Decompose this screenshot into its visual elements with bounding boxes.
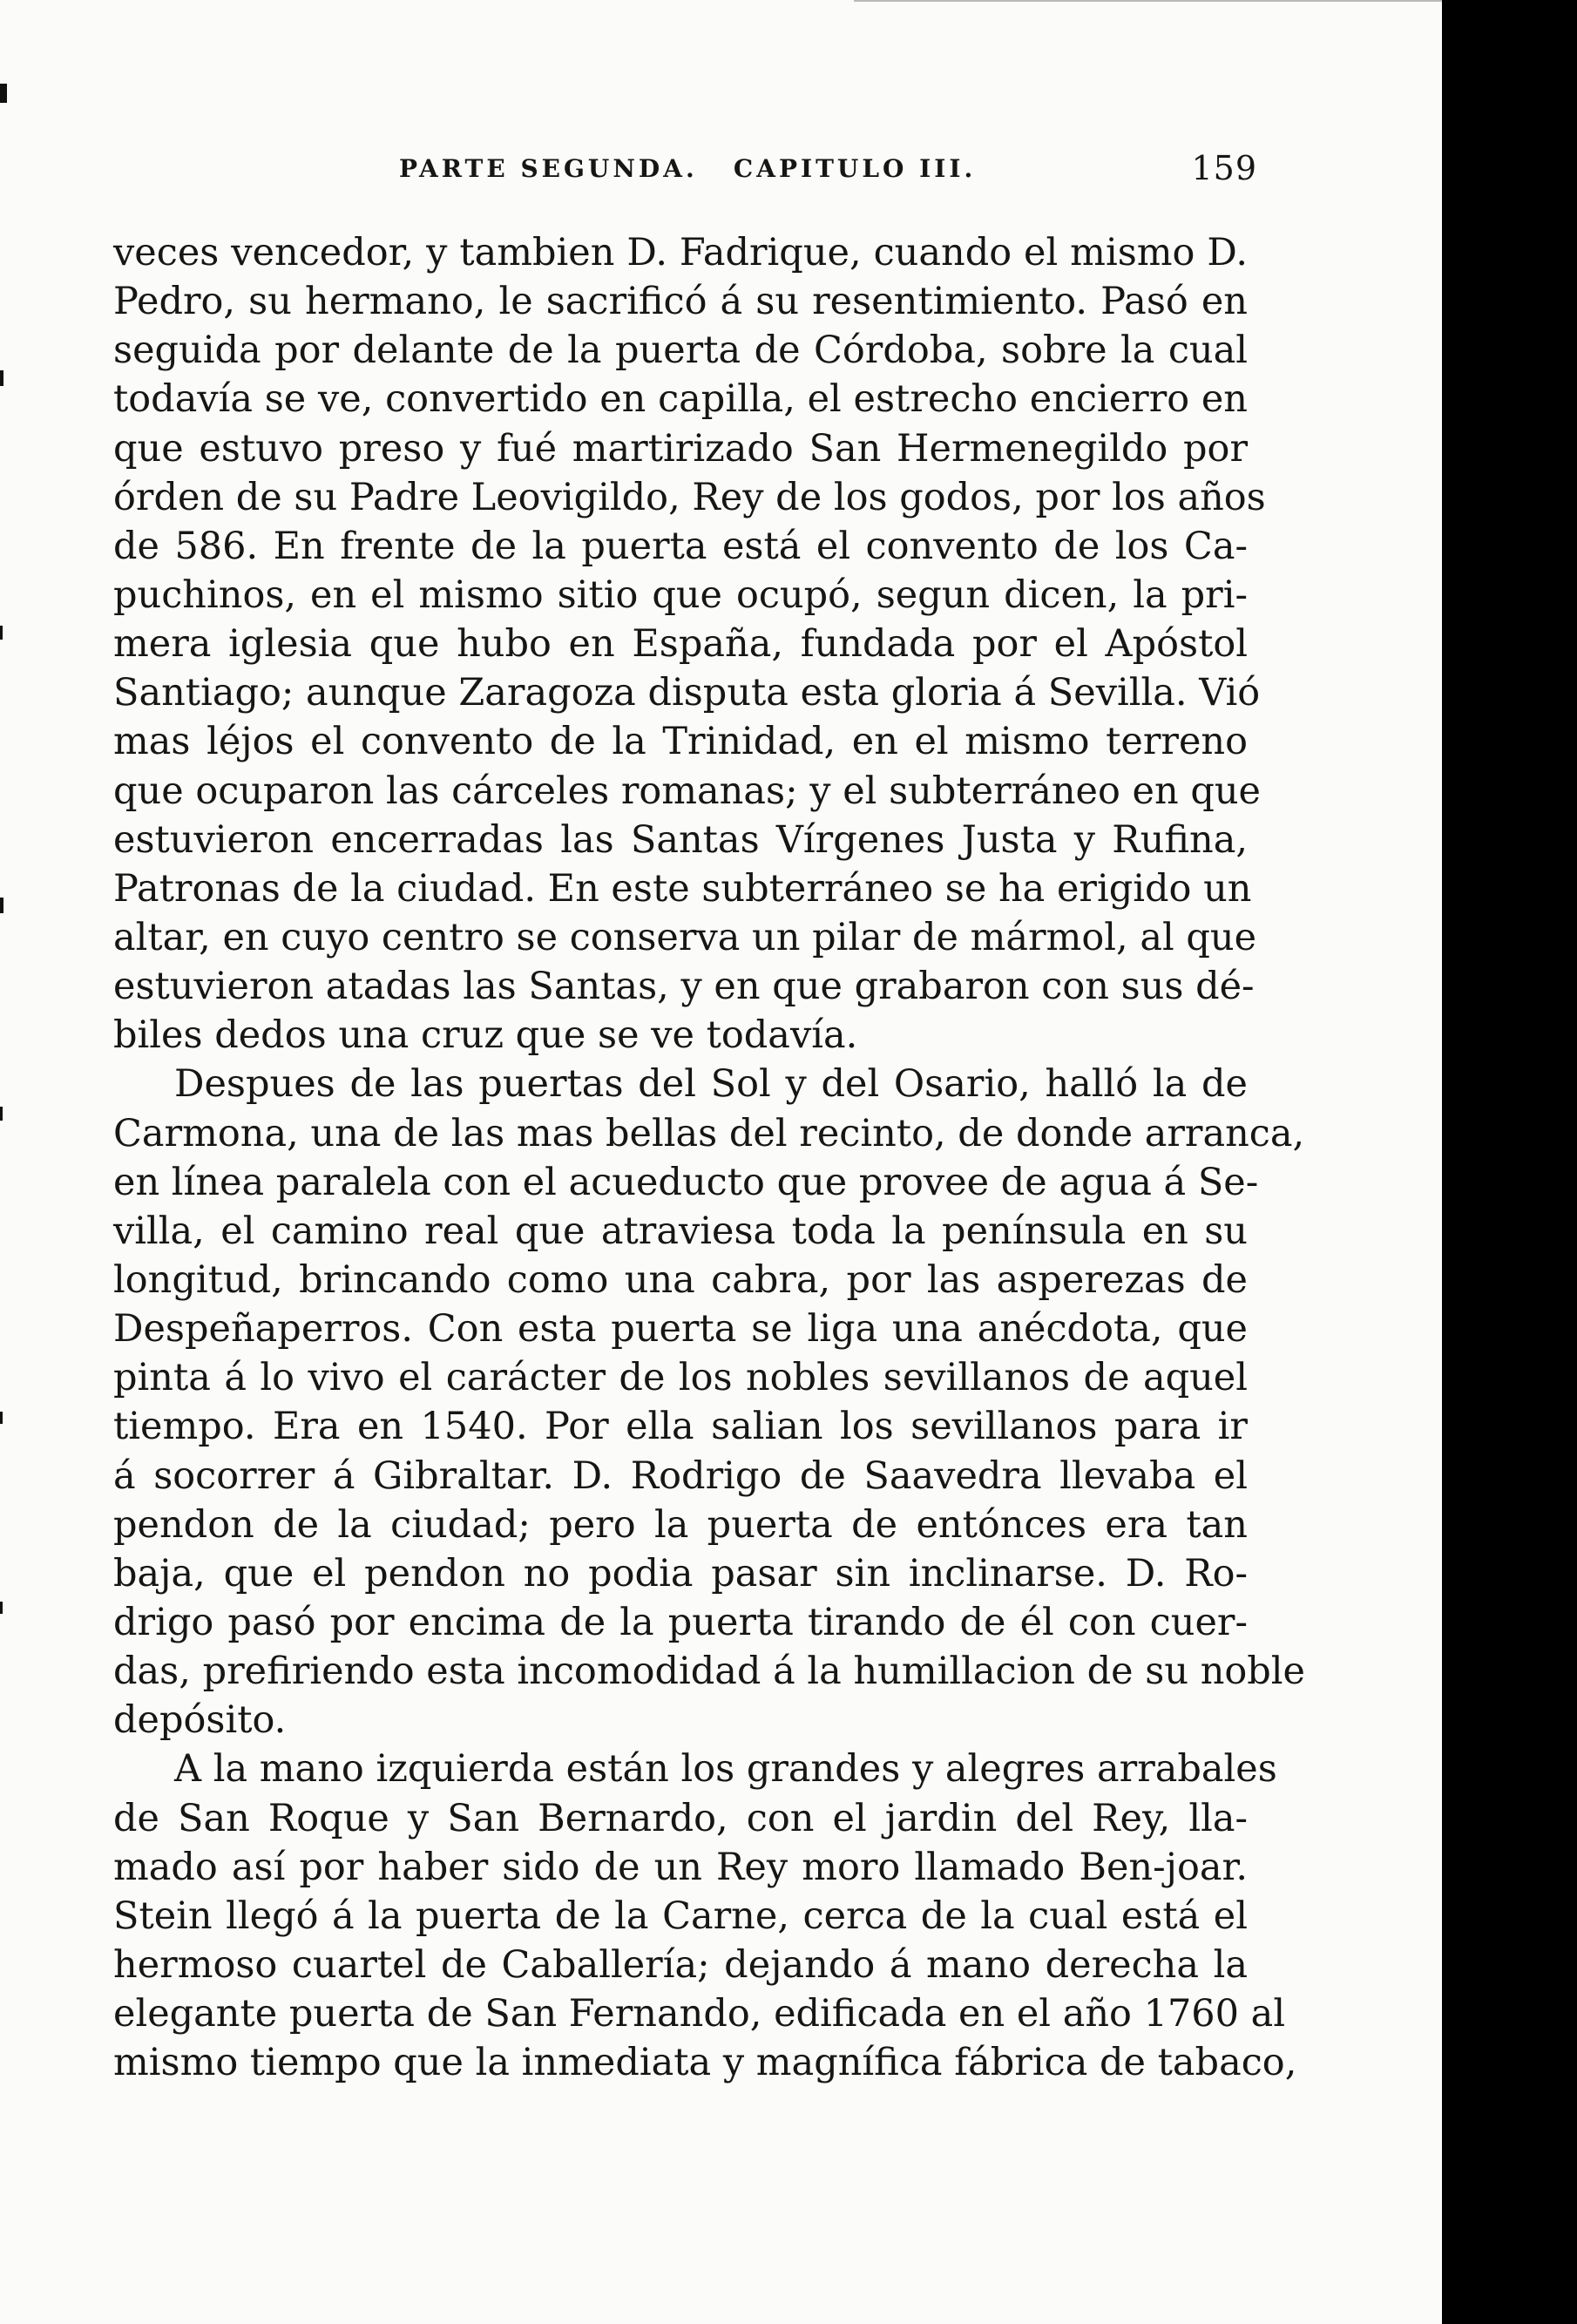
text-line: biles dedos una cruz que se ve todavía. [113,1013,858,1058]
edge-mark [0,370,3,386]
text-line: altar, en cuyo centro se conserva un pilar de mármol, al que [113,915,1257,959]
text-line: Despeñaperros. Con esta puerta se liga una anécdota, que [113,1307,1248,1352]
text-line: A la mano izquierda están los grandes y alegres arrabales [174,1747,1277,1792]
text-line: á socorrer á Gibraltar. D. Rodrigo de Saavedra llevaba el [113,1453,1248,1498]
text-line: longitud, brincando como una cabra, por las asperezas de [113,1257,1248,1302]
edge-mark [0,1107,3,1121]
running-head [399,149,1257,187]
edge-mark [0,1412,3,1424]
text-line: pinta á lo vivo el carácter de los nobles sevillanos de aquel [113,1356,1248,1400]
text-line: estuvieron encerradas las Santas Vírgenes Justa y Rufina, [113,817,1248,862]
text-line: villa, el camino real que atraviesa toda la península en su [113,1209,1248,1253]
text-line: tiempo. Era en 1540. Por ella salian los sevillanos para ir [113,1405,1248,1449]
text-line: baja, que el pendon no podia pasar sin inclinarse. D. Ro- [113,1551,1248,1596]
scan-margin-band [1442,0,1577,2324]
text-line: todavía se ve, convertido en capilla, el estrecho encierro en [113,377,1248,422]
text-line: Carmona, una de las mas bellas del recinto, de donde arranca, [113,1111,1305,1155]
text-line: Despues de las puertas del Sol y del Osario, halló la de [174,1062,1248,1107]
text-line: mismo tiempo que la inmediata y magnífica fábrica de tabaco, [113,2041,1297,2085]
body-text [113,228,1306,2087]
text-line: que estuvo preso y fué martirizado San Hermenegildo por [113,426,1248,471]
text-line: mado así por haber sido de un Rey moro llamado Ben-joar. [113,1845,1248,1889]
edge-mark [0,898,3,913]
text-line: das, prefiriendo esta incomodidad á la humillacion de su noble [113,1650,1306,1694]
text-line: Patronas de la ciudad. En este subterráneo se ha erigido un [113,866,1252,911]
text-line: seguida por delante de la puerta de Córdoba, sobre la cual [113,329,1248,373]
text-line: pendon de la ciudad; pero la puerta de entónces era tan [113,1502,1248,1547]
text-line: puchinos, en el mismo sitio que ocupó, segun dicen, la pri- [113,573,1248,617]
edge-mark [0,626,3,640]
text-line: que ocuparon las cárceles romanas; y el subterráneo en que [113,769,1262,813]
text-line: mas léjos el convento de la Trinidad, en el mismo terreno [113,720,1248,764]
text-line: órden de su Padre Leovigildo, Rey de los godos, por los años [113,475,1266,519]
edge-mark [0,84,7,103]
text-line: Pedro, su hermano, le sacrificó á su resentimiento. Pasó en [113,280,1248,324]
text-line: Stein llegó á la puerta de la Carne, cerca de la cual está el [113,1894,1248,1938]
running-title: PARTE SEGUNDA. CAPITULO III. [399,153,977,183]
text-line: estuvieron atadas las Santas, y en que grabaron con sus dé- [113,965,1255,1009]
text-line: hermoso cuartel de Caballería; dejando á mano derecha la [113,1942,1248,1987]
text-line: depósito. [113,1698,287,1743]
text-line: en línea paralela con el acueducto que provee de agua á Se- [113,1160,1259,1204]
page-number: 159 [1191,149,1257,187]
edge-mark [0,1602,3,1614]
text-line: de San Roque y San Bernardo, con el jardin del Rey, lla- [113,1796,1248,1840]
text-line: elegante puerta de San Fernando, edificada en el año 1760 al [113,1992,1286,2036]
text-line: mera iglesia que hubo en España, fundada por el Apóstol [113,622,1248,667]
text-line: de 586. En frente de la puerta está el convento de los Ca- [113,524,1248,568]
text-line: veces vencedor, y tambien D. Fadrique, cuando el mismo D. [113,231,1248,274]
text-line: Santiago; aunque Zaragoza disputa esta gloria á Sevilla. Vió [113,671,1261,715]
text-line: drigo pasó por encima de la puerta tirando de él con cuer- [113,1600,1248,1644]
top-edge-rule [854,0,1442,2]
